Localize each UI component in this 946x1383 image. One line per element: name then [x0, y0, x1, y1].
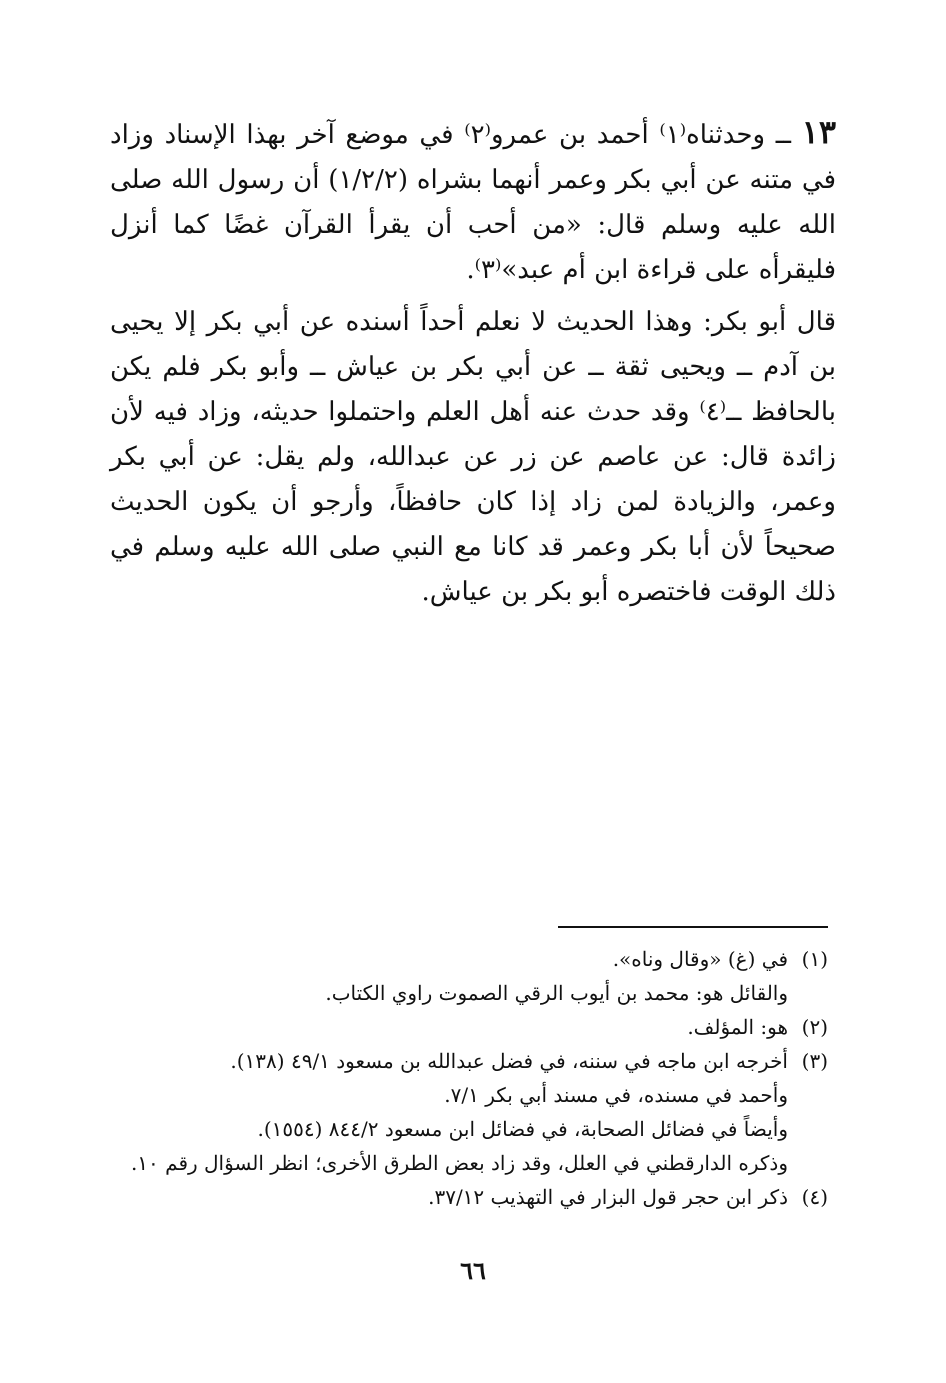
hadith-text: ــ وحدثناه⁽١⁾ أحمد بن عمرو⁽٢⁾ في موضع آخر بهذا الإسناد وزاد في متنه عن أبي بكر وعمر أنهما بشراه (١/٢/٢) أن رسول الله صلى الله عليه وسلم قال: «من أحب أن يقرأ القرآن غضًا كما أنزل فليقرأه على قراءة ابن أم عبد»⁽٣⁾. [110, 120, 837, 285]
page-number: ٦٦ [460, 1256, 486, 1285]
footnote-line: وأيضاً في فضائل الصحابة، في فضائل ابن مسعود ٨٤٤/٢ (١٥٥٤). [257, 1117, 788, 1141]
footnote-number: (٤) [801, 1185, 828, 1209]
footnote-line: (١)في (غ) «وقال وناه». [108, 942, 828, 976]
footnote-divider [558, 926, 828, 928]
footnote-number: (٢) [801, 1015, 828, 1039]
footnote-number: (٣) [801, 1049, 828, 1073]
hadith-number: ١٣ [801, 113, 836, 151]
footnote-line: (٢)هو: المؤلف. [108, 1010, 828, 1044]
footnote-line: والقائل هو: محمد بن أيوب الرقي الصموت راوي الكتاب. [325, 981, 788, 1005]
footnote-line: وأحمد في مسنده، في مسند أبي بكر ٧/١. [444, 1083, 788, 1107]
footnote-number: (١) [801, 947, 828, 971]
hadith-paragraph [110, 110, 836, 293]
footnote-line: (٤)ذكر ابن حجر قول البزار في التهذيب ٣٧/١٢. [108, 1180, 828, 1214]
commentary-paragraph: قال أبو بكر: وهذا الحديث لا نعلم أحداً أسنده عن أبي بكر إلا يحيى بن آدم ــ ويحيى ثقة ــ عن أبي بكر بن عياش ــ وأبو بكر فلم يكن بالحافظ ــ⁽٤⁾ وقد حدث عنه أهل العلم واحتملوا حديثه، وزاد فيه لأن زائدة قال: عن عاصم عن زر عن عبدالله، ولم يقل: عن أبي بكر وعمر، والزيادة لمن زاد إذا كان حافظاً، وأرجو أن يكون الحديث صحيحاً لأن أبا بكر وعمر قد كانا مع النبي صلى الله عليه وسلم في ذلك الوقت فاختصره أبو بكر بن عياش. [110, 307, 836, 607]
footnote-line: (٣)أخرجه ابن ماجه في سننه، في فضل عبدالله بن مسعود ٤٩/١ (١٣٨). [108, 1044, 828, 1078]
footnote-line: وذكره الدارقطني في العلل، وقد زاد بعض الطرق الأخرى؛ انظر السؤال رقم ١٠. [130, 1151, 788, 1175]
footnotes [108, 942, 828, 1214]
